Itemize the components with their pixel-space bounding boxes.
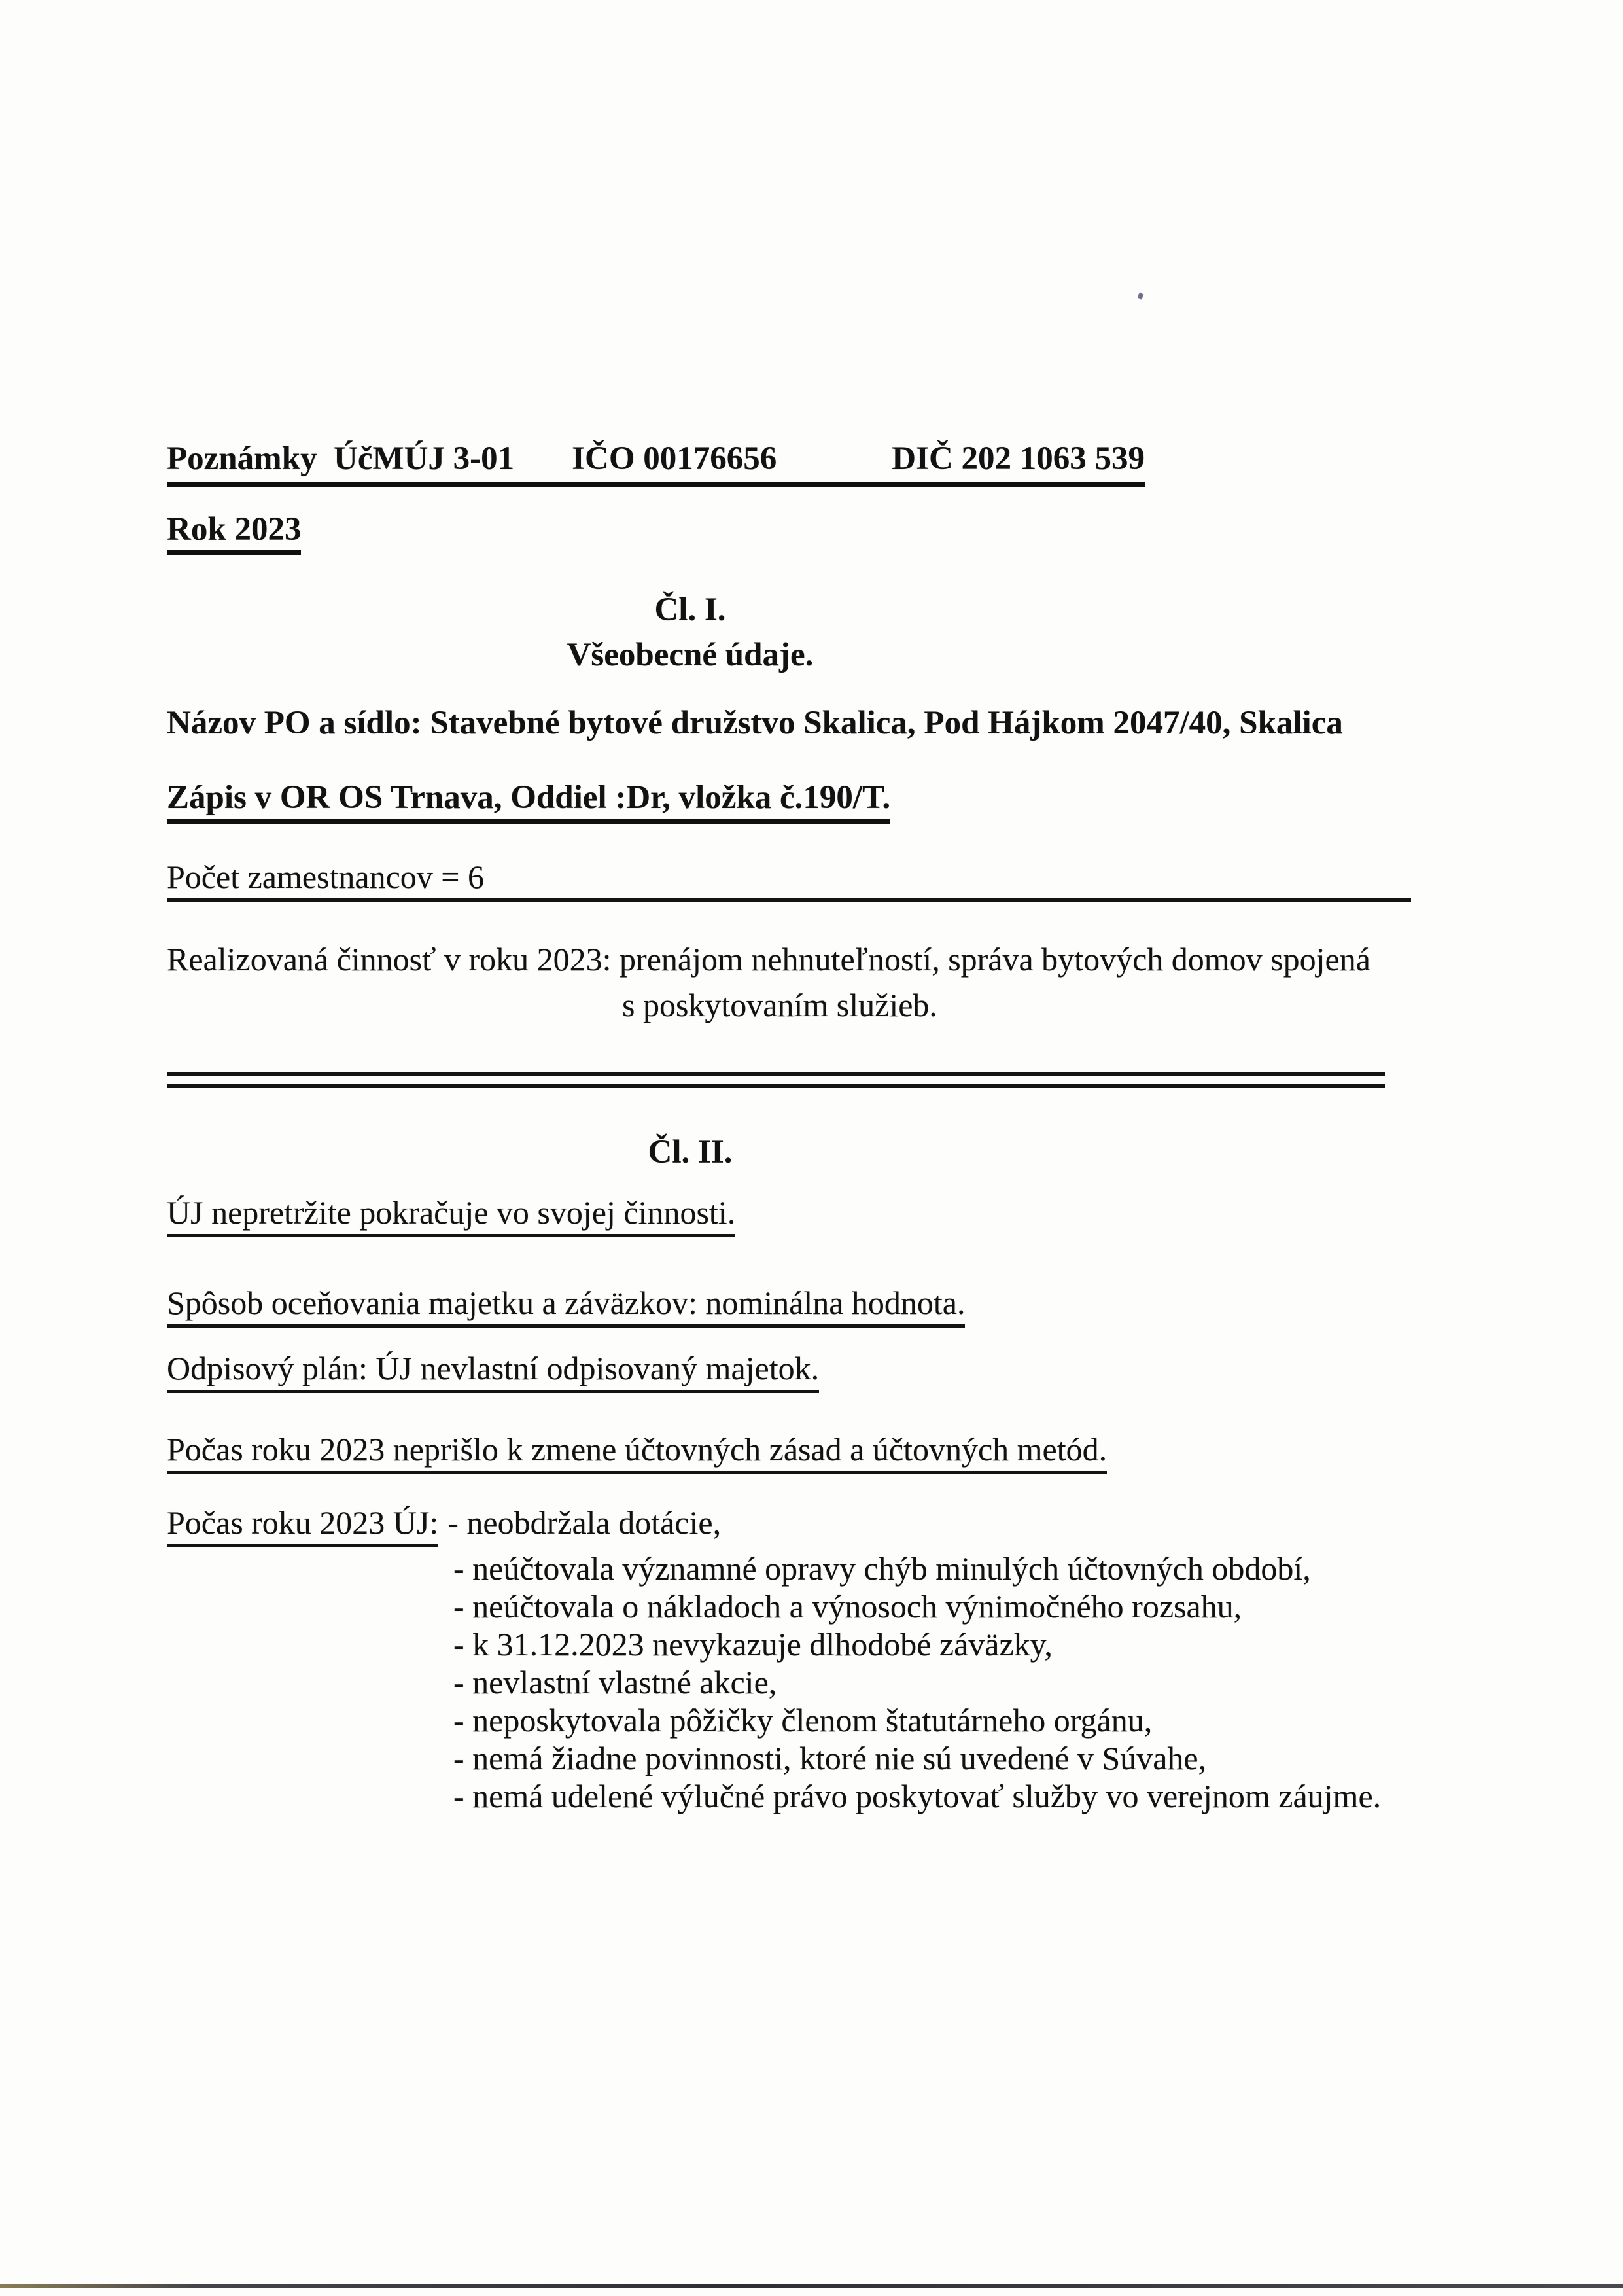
- article-2-title: Čl. II.: [648, 1134, 733, 1171]
- registration-text: Zápis v OR OS Trnava, Oddiel :Dr, vložka č.190/T.: [167, 779, 890, 824]
- form-id-label: Poznámky ÚčMÚJ 3-01: [167, 440, 515, 477]
- going-concern-line: [167, 1193, 735, 1237]
- scan-speck-artifact: [1138, 292, 1143, 300]
- article-1-heading: [167, 588, 1213, 678]
- accounting-policy-text: Počas roku 2023 neprišlo k zmene účtovných zásad a účtovných metód.: [167, 1430, 1107, 1474]
- accounting-policy-line: [167, 1430, 1107, 1474]
- activity-line-1: Realizovaná činnosť v roku 2023: prenájom nehnuteľností, správa bytových domov spojená: [167, 941, 1370, 978]
- double-horizontal-rule: [167, 1072, 1385, 1088]
- list-item: - k 31.12.2023 nevykazuje dlhodobé záväzky,: [453, 1626, 1053, 1663]
- during-year-item-list: [453, 1549, 1565, 1815]
- horizontal-rule: [167, 898, 1411, 902]
- ico-number: IČO 00176656: [572, 440, 777, 477]
- going-concern-text: ÚJ nepretržite pokračuje vo svojej činnosti.: [167, 1193, 735, 1237]
- company-name-line: Názov PO a sídlo: Stavebné bytové družstvo Skalica, Pod Hájkom 2047/40, Skalica: [167, 705, 1343, 741]
- article-1-subtitle: Všeobecné údaje.: [567, 637, 814, 673]
- depreciation-plan-line: [167, 1349, 819, 1393]
- during-year-label: Počas roku 2023 ÚJ:: [167, 1504, 438, 1547]
- list-item: - neposkytovala pôžičky členom štatutárneho orgánu,: [453, 1702, 1153, 1739]
- scan-edge-artifact: [0, 2284, 1623, 2288]
- valuation-method-line: [167, 1284, 965, 1328]
- valuation-method-text: Spôsob oceňovania majetku a záväzkov: nominálna hodnota.: [167, 1284, 965, 1328]
- year-heading: [167, 510, 301, 555]
- during-year-line: [167, 1504, 721, 1547]
- form-header-line: [167, 440, 1145, 487]
- article-2-heading: [167, 1133, 1213, 1171]
- list-item: - nevlastní vlastné akcie,: [453, 1664, 777, 1701]
- list-item: - nemá žiadne povinnosti, ktoré nie sú uvedené v Súvahe,: [453, 1740, 1207, 1776]
- registration-line: [167, 779, 890, 824]
- list-item: - neúčtovala významné opravy chýb minulých účtovných období,: [453, 1550, 1311, 1587]
- year-heading-text: Rok 2023: [167, 510, 301, 555]
- activity-paragraph: [167, 936, 1410, 1028]
- list-item: - nemá udelené výlučné právo poskytovať služby vo verejnom záujme.: [453, 1778, 1382, 1814]
- depreciation-plan-text: Odpisový plán: ÚJ nevlastní odpisovaný majetok.: [167, 1349, 819, 1393]
- article-1-title: Čl. I.: [654, 592, 726, 628]
- during-year-item-1: - neobdržala dotácie,: [447, 1504, 722, 1541]
- dic-number: DIČ 202 1063 539: [892, 440, 1145, 477]
- list-item: - neúčtovala o nákladoch a výnosoch výnimočného rozsahu,: [453, 1588, 1242, 1625]
- activity-line-2: s poskytovaním služieb.: [622, 987, 937, 1023]
- employee-count-line: Počet zamestnancov = 6: [167, 858, 484, 895]
